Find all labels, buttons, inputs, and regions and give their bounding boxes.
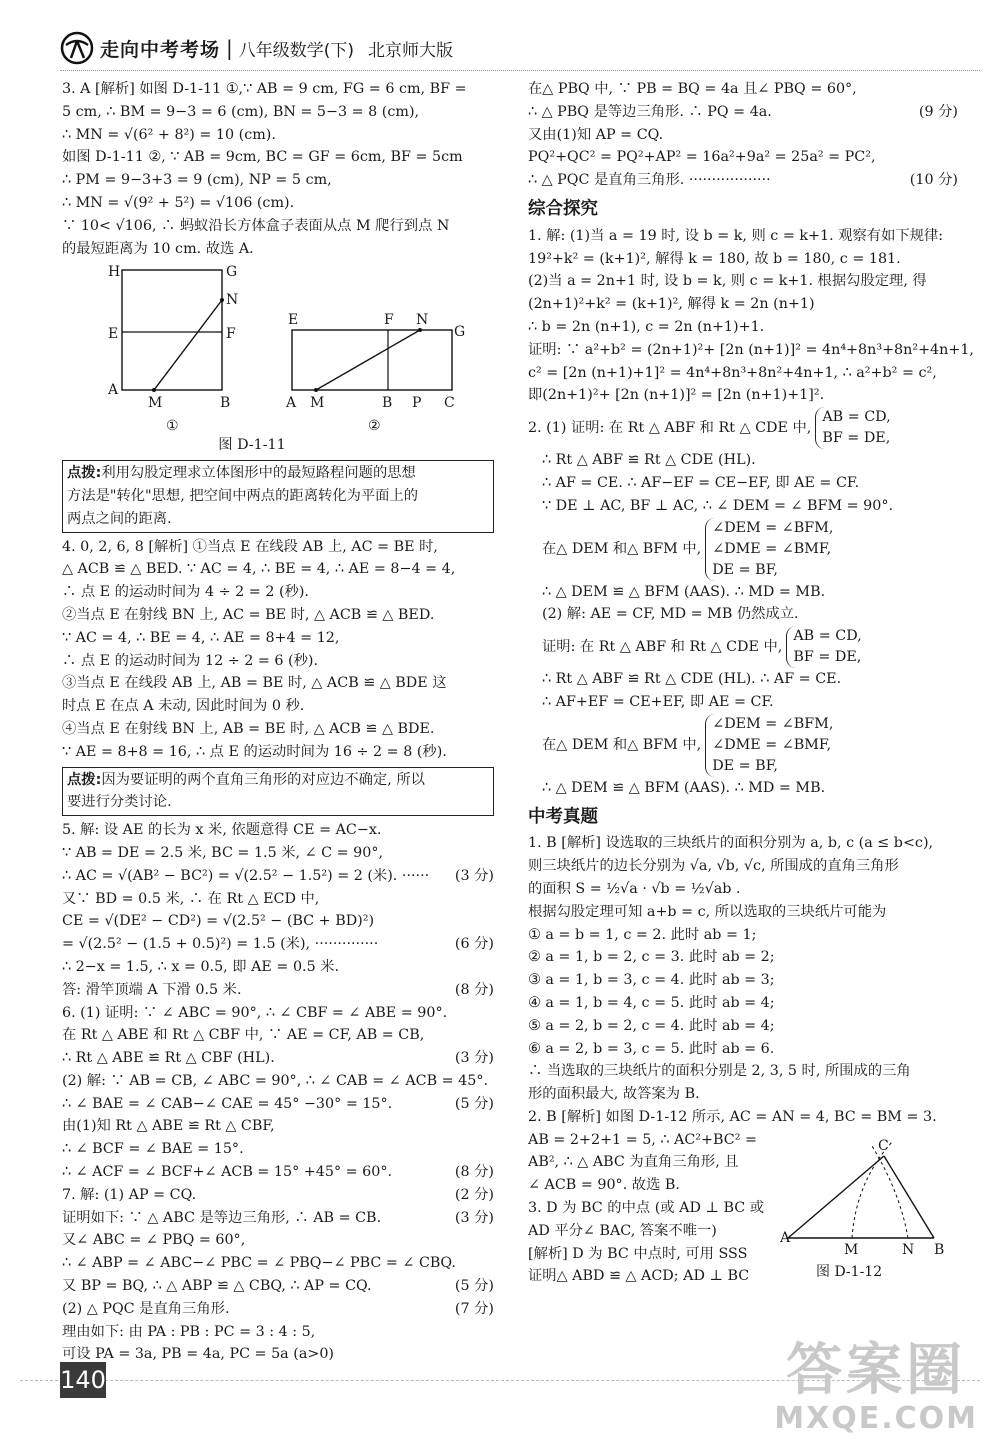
svg-text:M: M (148, 395, 163, 412)
text-line: ⑥ a = 2, b = 3, c = 5. 此时 ab = 6. (528, 1040, 775, 1057)
text-line (62, 1343, 494, 1366)
text-line: ∴ ∠ ACF = ∠ BCF+∠ ACB = 15° +45° = 60°. (62, 1164, 393, 1181)
text-line: 在 Rt △ ABE 和 Rt △ CBF 中, ∵ AE = CF, AB = CB, (62, 1027, 425, 1044)
text-line: 证明△ ABD ≌ △ ACD; AD ⊥ BC (528, 1268, 750, 1285)
q2-intro: 证明: 在 Rt △ ABF 和 Rt △ CDE 中, (542, 638, 783, 655)
comprehensive-q1 (528, 225, 974, 407)
text-line: 时点 E 在点 A 未动, 因此时间为 0 秒. (62, 698, 305, 715)
text-line (62, 979, 494, 1002)
score-label: (7 分) (454, 1300, 494, 1317)
text-line: 理由如下: 由 PA : PB : PC = 3 : 4 : 5, (62, 1323, 316, 1340)
tip-box-2 (62, 767, 494, 817)
text-line: ∴ 点 E 的运动时间为 12 ÷ 2 = 6 (秒). (62, 652, 319, 669)
text-line: [解析] D 为 BC 中点时, 可用 SSS (528, 1245, 748, 1262)
text-line: 7. 解: (1) AP = CQ. (62, 1186, 197, 1203)
text-line: 6. (1) 证明: ∵ ∠ ABC = 90°, ∴ ∠ CBF = ∠ ABE = 90°. (62, 1004, 448, 1021)
score-label: (5 分) (454, 1278, 494, 1295)
text-line: = √(2.5² − (1.5 + 0.5)²) = 1.5 (米), ·············· (62, 936, 379, 953)
text-line: (2)当 a = 2n+1 时, 设 b = k, 则 c = k+1. 根据勾股定理, 得 (528, 273, 927, 290)
score-label: (5 分) (454, 1095, 494, 1112)
svg-text:A: A (108, 382, 119, 399)
text-line (62, 819, 494, 842)
text-line: 由(1)知 Rt △ ABE ≌ Rt △ CBF, (62, 1118, 275, 1135)
text-line: ① a = b = 1, c = 2. 此时 ab = 1; (528, 926, 757, 943)
text-line: 的最短距离为 10 cm. 故选 A. (62, 240, 254, 257)
text-line (62, 1321, 494, 1344)
text-line: 4. 0, 2, 6, 8 [解析] ①当点 E 在线段 AB 上, AC = BE 时, (62, 538, 438, 555)
text-line (62, 1002, 494, 1025)
q2-intro: 在△ DEM 和△ BFM 中, (542, 540, 702, 557)
text-line: ②当点 E 在射线 BN 上, AC = BE 时, △ ACB ≌ △ BED. (62, 606, 435, 623)
svg-text:E: E (108, 326, 119, 343)
svg-text:C: C (878, 1137, 889, 1154)
svg-text:F: F (384, 312, 394, 329)
brace-line: AB = CD, (822, 409, 891, 426)
figure-d-1-11 (62, 264, 492, 434)
tip-line: 方法是"转化"思想, 把空间中两点的距离转化为平面上的 (67, 487, 419, 504)
watermark (774, 1338, 978, 1436)
text-line: ∴ Rt △ ABF ≌ Rt △ CDE (HL). (542, 452, 756, 469)
svg-text:N: N (416, 312, 429, 329)
text-line: c² = [2n (n+1)+1]² = 4n⁴+8n³+8n²+4n+1, ∴ a²+b² = c², (528, 364, 937, 381)
svg-text:F: F (226, 326, 236, 343)
text-line (62, 956, 494, 979)
text-line: ∵ DE ⊥ AC, BF ⊥ AC, ∴ ∠ DEM = ∠ BFM = 90°. (542, 497, 894, 514)
figure-d-1-12 (780, 1132, 950, 1282)
text-line: ∴ 当选取的三块纸片的面积分别是 2, 3, 5 时, 所围成的三角 (528, 1063, 911, 1080)
text-line: 又∵ BD = 0.5 米, ∴ 在 Rt △ ECD 中, (62, 890, 320, 907)
section-title-comprehensive: 综合探究 (528, 198, 598, 219)
text-line (62, 1024, 494, 1047)
svg-text:A: A (286, 395, 297, 412)
left-column (62, 78, 494, 1366)
text-line: ④当点 E 在射线 BN 上, AB = BE 时, △ ACB ≌ △ BDE. (62, 720, 435, 737)
text-line: ∴ Rt △ ABE ≌ Rt △ CBF (HL). (62, 1050, 275, 1067)
svg-text:B: B (934, 1241, 945, 1258)
brace-group (705, 714, 833, 777)
figure-label-1: ① (166, 418, 179, 435)
text-line (62, 888, 494, 911)
text-line: ∴ △ PBQ 是等边三角形. ∴ PQ = 4a. (528, 103, 772, 120)
figure-caption-d-1-11: 图 D-1-11 (218, 437, 286, 454)
brand-title: 走向中考考场 (100, 38, 221, 61)
text-line: ∴ Rt △ ABF ≌ Rt △ CDE (HL). ∴ AF = CE. (542, 671, 842, 688)
text-line: 3. A [解析] 如图 D-1-11 ①,∵ AB = 9 cm, FG = 6 cm, BF = (62, 81, 467, 97)
text-line: ∵ AB = DE = 2.5 米, BC = 1.5 米, ∠ C = 90°, (62, 844, 384, 861)
right-column (528, 78, 974, 1288)
brace-line: ∠DEM = ∠BFM, (712, 715, 834, 732)
text-line: ∴ ∠ ABP = ∠ ABC−∠ PBC = ∠ PBQ−∠ PBC = ∠ CBQ. (62, 1255, 456, 1272)
text-line: ② a = 1, b = 2, c = 3. 此时 ab = 2; (528, 949, 775, 966)
text-line (528, 169, 958, 192)
tip-line: 两点之间的距离. (67, 510, 172, 527)
text-line: ∴ AF = CE. ∴ AF−EF = CE−EF, 即 AE = CF. (542, 474, 860, 491)
score-label: (8 分) (454, 981, 494, 998)
text-line: ③ a = 1, b = 3, c = 4. 此时 ab = 3; (528, 972, 775, 989)
text-line: 在△ PBQ 中, ∵ PB = BQ = 4a 且∠ PBQ = 60°, (528, 81, 857, 97)
text-line (62, 1138, 494, 1161)
text-line: AB = 2+2+1 = 5, ∴ AC²+BC² = (528, 1131, 757, 1148)
text-line: ∠ ACB = 90°. 故选 B. (528, 1177, 680, 1194)
text-line: 5 cm, ∴ BM = 9−3 = 6 (cm), BN = 5−3 = 8 (cm), (62, 103, 420, 120)
text-line: ∵ AC = 4, ∴ BE = 4, ∴ AE = 8+4 = 12, (62, 629, 340, 646)
q7-continued (528, 78, 958, 192)
text-line: 3. D 为 BC 的中点 (或 AD ⊥ BC 或 (528, 1200, 765, 1217)
text-line: ∴ △ DEM ≌ △ BFM (AAS). ∴ MD = MB. (542, 779, 826, 796)
score-label: (2 分) (454, 1186, 494, 1203)
watermark-line-1: 答案圈 (786, 1338, 967, 1403)
text-line: ∴ △ PQC 是直角三角形. ·················· (528, 172, 771, 189)
edition-label: 北京师大版 (368, 40, 454, 61)
text-line: 如图 D-1-11 ②, ∵ AB = 9cm, BC = GF = 6cm, BF = 5cm (62, 149, 463, 166)
text-line (62, 1047, 494, 1070)
text-line (62, 1207, 494, 1230)
text-line: 1. B [解析] 设选取的三块纸片的面积分别为 a, b, c (a ≤ b<c), (528, 835, 934, 852)
text-line: (2) 解: ∵ AB = CB, ∠ ABC = 90°, ∴ ∠ CAB = ∠ ACB = 45°. (62, 1072, 489, 1089)
text-line: 证明如下: ∵ △ ABC 是等边三角形, ∴ AB = CB. (62, 1209, 382, 1226)
score-label: (3 分) (454, 1209, 494, 1226)
tip-line: 要进行分类讨论. (67, 794, 172, 811)
text-line: 又∠ ABC = ∠ PBQ = 60°, (62, 1232, 246, 1249)
q2-intro: 在△ DEM 和△ BFM 中, (542, 736, 702, 753)
brace-line: BF = DE, (793, 649, 862, 666)
text-line (528, 101, 958, 124)
text-line: ⑤ a = 2, b = 2, c = 4. 此时 ab = 4; (528, 1017, 775, 1034)
text-line: 则三块纸片的边长分别为 √a, √b, √c, 所围成的直角三角形 (528, 858, 899, 875)
text-line (62, 1275, 494, 1298)
header-rule (60, 70, 980, 71)
q5-q7-solutions (62, 819, 494, 1366)
text-line (528, 146, 958, 169)
text-line: 又由(1)知 AP = CQ. (528, 126, 664, 143)
text-line: ∴ AC = √(AB² − BC²) = √(2.5² − 1.5²) = 2 (米). ······ (62, 867, 430, 884)
text-line (62, 1229, 494, 1252)
figure-caption-d-1-12: 图 D-1-12 (816, 1263, 883, 1280)
text-line: 形的面积最大, 故答案为 B. (528, 1086, 700, 1103)
text-line: AD 平分∠ BAC, 答案不唯一) (528, 1222, 717, 1239)
svg-text:B: B (220, 395, 231, 412)
text-line: ∴ MN = √(6² + 8²) = 10 (cm). (62, 126, 276, 143)
text-line (528, 124, 958, 147)
svg-text:N: N (902, 1241, 915, 1258)
comprehensive-q2 (528, 407, 958, 799)
tip-label: 点拨: (67, 465, 102, 482)
text-line: AB², ∴ △ ABC 为直角三角形, 且 (528, 1154, 739, 1171)
section-title-exam: 中考真题 (528, 806, 598, 827)
svg-text:M: M (310, 395, 325, 412)
text-line (62, 1252, 494, 1275)
text-line: 又 BP = BQ, ∴ △ ABP ≌ △ CBQ, ∴ AP = CQ. (62, 1278, 372, 1295)
text-line: (2) 解: AE = CF, MD = MB 仍然成立. (542, 606, 799, 623)
text-line: ∴ MN = √(9² + 5²) = √106 (cm). (62, 194, 295, 211)
svg-text:E: E (288, 312, 299, 329)
brace-line: ∠DEM = ∠BFM, (712, 519, 834, 536)
text-line (62, 1093, 494, 1116)
score-label: (9 分) (918, 103, 958, 120)
exam-q1 (528, 832, 958, 1106)
score-label: (3 分) (454, 867, 494, 884)
brace-line: BF = DE, (822, 430, 891, 447)
q3-solution (62, 78, 494, 260)
score-label: (6 分) (454, 936, 494, 953)
text-line: △ ACB ≌ △ BED. ∵ AC = 4, ∴ BE = 4, ∴ AE = 8−4 = 4, (62, 561, 456, 578)
text-line (62, 865, 494, 888)
tip-line: 因为要证明的两个直角三角形的对应边不确定, 所以 (101, 771, 425, 788)
text-line (62, 933, 494, 956)
text-line: ∴ ∠ BCF = ∠ BAE = 15°. (62, 1141, 244, 1158)
watermark-line-2: MXQE.COM (774, 1401, 978, 1436)
text-line (528, 78, 958, 101)
logo-icon (60, 31, 94, 65)
brace-line: AB = CD, (793, 628, 862, 645)
text-line (62, 1161, 494, 1184)
text-line: 的面积 S = ½√a · √b = ½√ab . (528, 880, 741, 897)
svg-text:G: G (226, 264, 238, 281)
text-line: (2) △ PQC 是直角三角形. (62, 1300, 230, 1317)
score-label: (10 分) (909, 172, 958, 189)
score-label: (8 分) (454, 1164, 494, 1181)
text-line: CE = √(DE² − CD²) = √(2.5² − (BC + BD)²) (62, 913, 375, 930)
text-line: ③当点 E 在线段 AB 上, AB = BE 时, △ ACB ≌ △ BDE 这 (62, 675, 447, 692)
text-line (62, 1298, 494, 1321)
q4-solution (62, 536, 494, 764)
text-line: 19²+k² = (k+1)², 解得 k = 180, 故 b = 180, c = 181. (528, 250, 901, 267)
text-line: ∴ 点 E 的运动时间为 4 ÷ 2 = 2 (秒). (62, 584, 309, 601)
figure-label-2: ② (368, 418, 381, 435)
brace-group (705, 518, 833, 581)
text-line: ∵ AE = 8+8 = 16, ∴ 点 E 的运动时间为 16 ÷ 2 = 8 (秒). (62, 743, 447, 760)
text-line: ∴ 2−x = 1.5, ∴ x = 0.5, 即 AE = 0.5 米. (62, 958, 340, 975)
brace-line: DE = BF, (712, 561, 778, 578)
svg-text:B: B (382, 395, 393, 412)
text-line (62, 842, 494, 865)
text-line: ∴ PM = 9−3+3 = 9 (cm), NP = 5 cm, (62, 172, 332, 189)
page-header (60, 30, 467, 66)
text-line: ④ a = 1, b = 4, c = 5. 此时 ab = 4; (528, 994, 775, 1011)
brace-group (815, 407, 890, 449)
svg-text:A: A (780, 1229, 791, 1246)
tip-line: 利用勾股定理求立体图形中的最短路程问题的思想 (101, 465, 416, 482)
text-line: ∴ b = 2n (n+1), c = 2n (n+1)+1. (528, 318, 765, 335)
text-line (62, 1184, 494, 1207)
svg-text:N: N (226, 292, 239, 309)
text-line: ∴ △ DEM ≌ △ BFM (AAS). ∴ MD = MB. (542, 583, 826, 600)
text-line: 证明: ∵ a²+b² = (2n+1)²+ [2n (n+1)]² = 4n⁴+8n³+8n²+4n+1, (528, 341, 974, 358)
text-line (62, 1115, 494, 1138)
brace-group (786, 626, 861, 668)
text-line: 根据勾股定理可知 a+b = c, 所以选取的三块纸片可能为 (528, 903, 887, 920)
text-line: PQ²+QC² = PQ²+AP² = 16a²+9a² = 25a² = PC², (528, 149, 876, 166)
svg-text:M: M (844, 1241, 859, 1258)
text-line: 1. 解: (1)当 a = 19 时, 设 b = k, 则 c = k+1. 观察有如下规律: (528, 227, 944, 244)
text-line: ∵ 10< √106, ∴ 蚂蚁沿长方体盒子表面从点 M 爬行到点 N (62, 217, 450, 234)
grade-label: 八年级数学(下) (238, 40, 355, 61)
svg-text:H: H (108, 264, 121, 281)
svg-text:C: C (444, 395, 455, 412)
text-line: 即(2n+1)²+ [2n (n+1)]² = [2n (n+1)+1]². (528, 387, 825, 404)
text-line: 答: 滑竿顶端 A 下滑 0.5 米. (62, 981, 242, 998)
tip-box-1 (62, 460, 494, 532)
page-number: 140 (60, 1362, 106, 1398)
header-separator: | (226, 36, 233, 60)
text-line (62, 1070, 494, 1093)
text-line: 可设 PA = 3a, PB = 4a, PC = 5a (a>0) (62, 1346, 334, 1363)
brace-line: DE = BF, (712, 757, 778, 774)
text-line: ∴ AF+EF = CE+EF, 即 AE = CF. (542, 693, 774, 710)
exam-q2-q3 (528, 1106, 958, 1288)
text-line: 2. B [解析] 如图 D-1-12 所示, AC = AN = 4, BC = BM = 3. (528, 1108, 937, 1125)
score-label: (3 分) (454, 1050, 494, 1067)
brace-line: ∠DME = ∠BMF, (712, 736, 832, 753)
text-line: ∴ ∠ BAE = ∠ CAB−∠ CAE = 45° −30° = 15°. (62, 1095, 393, 1112)
svg-text:P: P (412, 395, 422, 412)
text-line (62, 910, 494, 933)
text-line: 5. 解: 设 AE 的长为 x 米, 依题意得 CE = AC−x. (62, 822, 382, 839)
q2-intro: 2. (1) 证明: 在 Rt △ ABF 和 Rt △ CDE 中, (528, 419, 812, 436)
svg-text:G: G (454, 324, 466, 341)
brace-line: ∠DME = ∠BMF, (712, 540, 832, 557)
tip-label: 点拨: (67, 771, 102, 788)
text-line: (2n+1)²+k² = (k+1)², 解得 k = 2n (n+1) (528, 296, 815, 313)
